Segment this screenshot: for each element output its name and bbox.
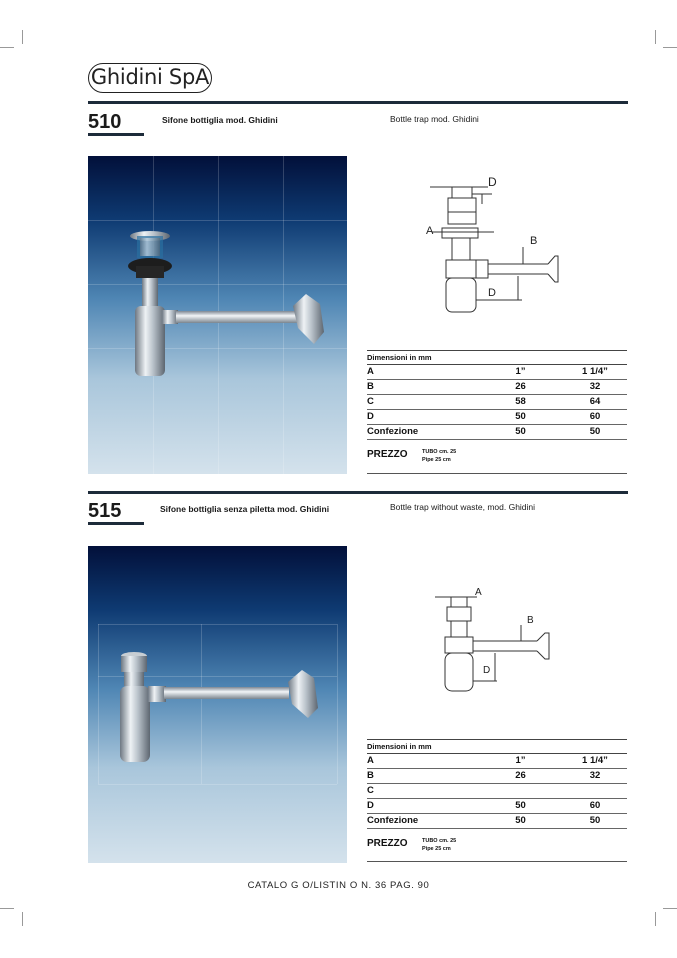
- product-title-en: Bottle trap mod. Ghidini: [390, 114, 479, 124]
- header-rule: [88, 101, 628, 104]
- dimension-label: A: [426, 225, 434, 237]
- price-label: PREZZO: [367, 838, 408, 849]
- dimension-label: D: [483, 665, 491, 676]
- table-row: B 26 32: [367, 380, 627, 395]
- product-photo: [88, 156, 347, 474]
- crop-mark: [0, 47, 14, 48]
- tube-note: TUBO cm. 25 Pipe 25 cm: [422, 449, 457, 463]
- table-row: Confezione 50 50: [367, 425, 627, 440]
- product-title-it: Sifone bottiglia mod. Ghidini: [162, 115, 278, 125]
- bottle-trap-without-waste-image: [88, 546, 347, 863]
- crop-mark: [22, 912, 23, 926]
- table-row: A 1” 1 1/4”: [367, 365, 627, 380]
- page-footer: CATALO G O/LISTIN O N. 36 PAG. 90: [247, 880, 430, 891]
- dimension-label: A: [475, 587, 482, 598]
- tube-note: TUBO cm. 25 Pipe 25 cm: [422, 838, 457, 852]
- product-title-it: Sifone bottiglia senza piletta mod. Ghidini: [160, 504, 330, 514]
- dimension-label: D: [488, 287, 496, 299]
- crop-mark: [0, 908, 14, 909]
- section-end-rule: [367, 861, 627, 862]
- crop-mark: [663, 47, 677, 48]
- crop-mark: [22, 30, 23, 44]
- section-rule: [88, 491, 628, 494]
- dimension-label: B: [527, 615, 534, 626]
- code-underline: [88, 133, 144, 136]
- crop-mark: [663, 908, 677, 909]
- table-row: D 50 60: [367, 799, 627, 814]
- dimension-label: D: [488, 175, 497, 189]
- code-underline: [88, 522, 144, 525]
- dimensions-table: [367, 739, 627, 829]
- price-label: PREZZO: [367, 449, 408, 460]
- crop-mark: [655, 912, 656, 926]
- product-photo: [88, 546, 347, 863]
- technical-drawing-510: [418, 172, 573, 322]
- table-heading: Dimensioni in mm: [367, 739, 627, 754]
- table-row: C: [367, 784, 627, 799]
- table-row: B 26 32: [367, 769, 627, 784]
- table-heading: Dimensioni in mm: [367, 350, 627, 365]
- table-row: D 50 60: [367, 410, 627, 425]
- bottle-trap-with-waste-image: [88, 156, 347, 474]
- dimensions-table: [367, 350, 627, 440]
- table-row: A 1” 1 1/4”: [367, 754, 627, 769]
- product-code: 510: [88, 111, 122, 133]
- technical-drawing-515: [425, 585, 575, 700]
- crop-mark: [655, 30, 656, 44]
- company-logo: Ghidini SpA: [88, 63, 212, 93]
- section-end-rule: [367, 473, 627, 474]
- dimension-label: B: [530, 235, 538, 247]
- table-row: Confezione 50 50: [367, 814, 627, 829]
- product-title-en: Bottle trap without waste, mod. Ghidini: [390, 502, 536, 512]
- table-row: C 58 64: [367, 395, 627, 410]
- product-code: 515: [88, 500, 122, 522]
